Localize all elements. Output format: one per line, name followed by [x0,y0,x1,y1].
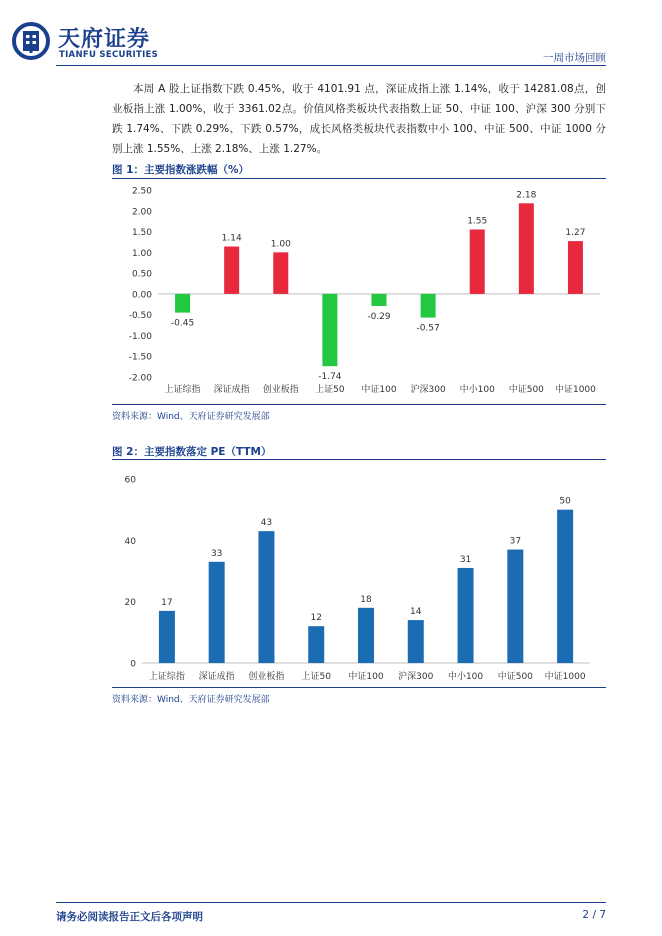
summary-text: 本周 A 股上证指数下跌 0.45%，收于 4101.91 点，深证成指上涨 1.14%，收于 14281.08点，创业板指上涨 1.00%，收于 3361.02点。价值风格类板块代表指数上证 50、中证 100、沪深 300 分别下跌 1.74%、下跌 0.29%、下跌 0.57%，成长风格类板块代表指数中小 100、中证 500、中证 1000 分别上涨 1.55%、上涨 2.18%、上涨 1.27%。 [112,83,606,155]
x-tick-label: 中证100 [348,672,384,682]
footer-divider [56,902,606,903]
y-tick-label: 0.00 [131,290,152,301]
data-label: 43 [260,518,273,529]
brand-name-cn: 天府证券 [58,27,151,52]
bar [322,294,337,366]
data-label: 2.18 [516,190,537,201]
data-label: -1.74 [318,372,342,383]
x-tick-label: 深证成指 [198,672,235,682]
y-tick-label: 1.50 [131,228,152,239]
x-tick-label: 中证500 [497,672,533,682]
data-label: 1.55 [467,216,488,227]
x-tick-label: 创业板指 [262,385,299,395]
x-tick-label: 上证50 [315,385,345,395]
figure2-source: 资料来源：Wind、天府证券研究发展部 [112,695,270,705]
figure1-title: 图 1：主要指数涨跌幅（%） [112,164,249,176]
bar [209,562,225,663]
bar [273,252,288,294]
x-tick-label: 沪深300 [410,385,446,395]
data-label: -0.45 [170,318,195,329]
bar [224,247,239,294]
y-tick-label: 0.50 [131,269,152,280]
bar [258,531,274,663]
page-number: 2 / 7 [582,909,606,921]
x-tick-label: 创业板指 [248,672,285,682]
figure2-title: 图 2：主要指数落定 PE（TTM） [112,446,272,458]
data-label: -0.57 [416,323,440,334]
bar [519,203,534,294]
y-tick-label: 20 [124,598,136,609]
data-label: 33 [210,548,223,559]
bar [421,294,436,318]
bar [507,550,523,663]
x-tick-label: 上证综指 [164,385,201,395]
y-tick-label: -0.50 [128,311,152,322]
data-label: 37 [509,536,522,547]
bar [568,241,583,294]
y-tick-label: 2.50 [131,186,152,197]
figure2-bottom-rule [112,687,606,688]
footer-disclaimer: 请务必阅读报告正文后各项声明 [56,911,203,923]
brand-name-en: TIANFU SECURITIES [59,50,159,60]
company-logo [12,22,52,60]
y-tick-label: 60 [124,475,136,486]
figure2-top-rule [112,459,606,460]
data-label: 1.00 [270,239,291,250]
data-label: 31 [459,554,472,565]
y-tick-label: 1.00 [131,248,152,259]
y-tick-label: 40 [124,536,136,547]
figure2-chart [112,461,606,686]
bar [372,294,387,306]
y-tick-label: -2.00 [128,373,152,384]
x-tick-label: 上证50 [301,672,331,682]
x-tick-label: 上证综指 [148,672,185,682]
data-label: 12 [310,613,322,624]
data-label: 50 [559,496,571,507]
figure1-top-rule [112,178,606,179]
bar [557,510,573,663]
data-label: -0.29 [367,311,391,322]
y-tick-label: -1.50 [128,352,152,363]
bar [159,611,175,663]
figure1-bottom-rule [112,404,606,405]
data-label: 18 [360,594,372,605]
report-type: 一周市场回顾 [543,52,606,64]
x-tick-label: 深证成指 [213,385,250,395]
y-tick-label: 0 [130,659,136,670]
figure1-chart [112,180,606,402]
x-tick-label: 中证500 [508,385,544,395]
data-label: 1.27 [565,228,586,239]
data-label: 14 [410,607,422,618]
bar [358,608,374,663]
y-tick-label: -1.00 [128,331,152,342]
y-tick-label: 2.00 [131,207,152,218]
x-tick-label: 中证1000 [544,672,586,682]
bar [175,294,190,313]
bar [308,626,324,663]
x-tick-label: 中证100 [361,385,397,395]
data-label: 17 [161,597,173,608]
bar [458,568,474,663]
x-tick-label: 中小100 [447,672,484,682]
figure1-source: 资料来源：Wind、天府证券研究发展部 [112,412,270,422]
x-tick-label: 中小100 [459,385,495,395]
bar [470,229,485,293]
x-tick-label: 沪深300 [398,672,434,682]
data-label: 1.14 [221,233,242,244]
summary-paragraph [112,79,606,159]
header-divider [56,65,606,66]
x-tick-label: 中证1000 [554,385,596,395]
bar [408,620,424,663]
